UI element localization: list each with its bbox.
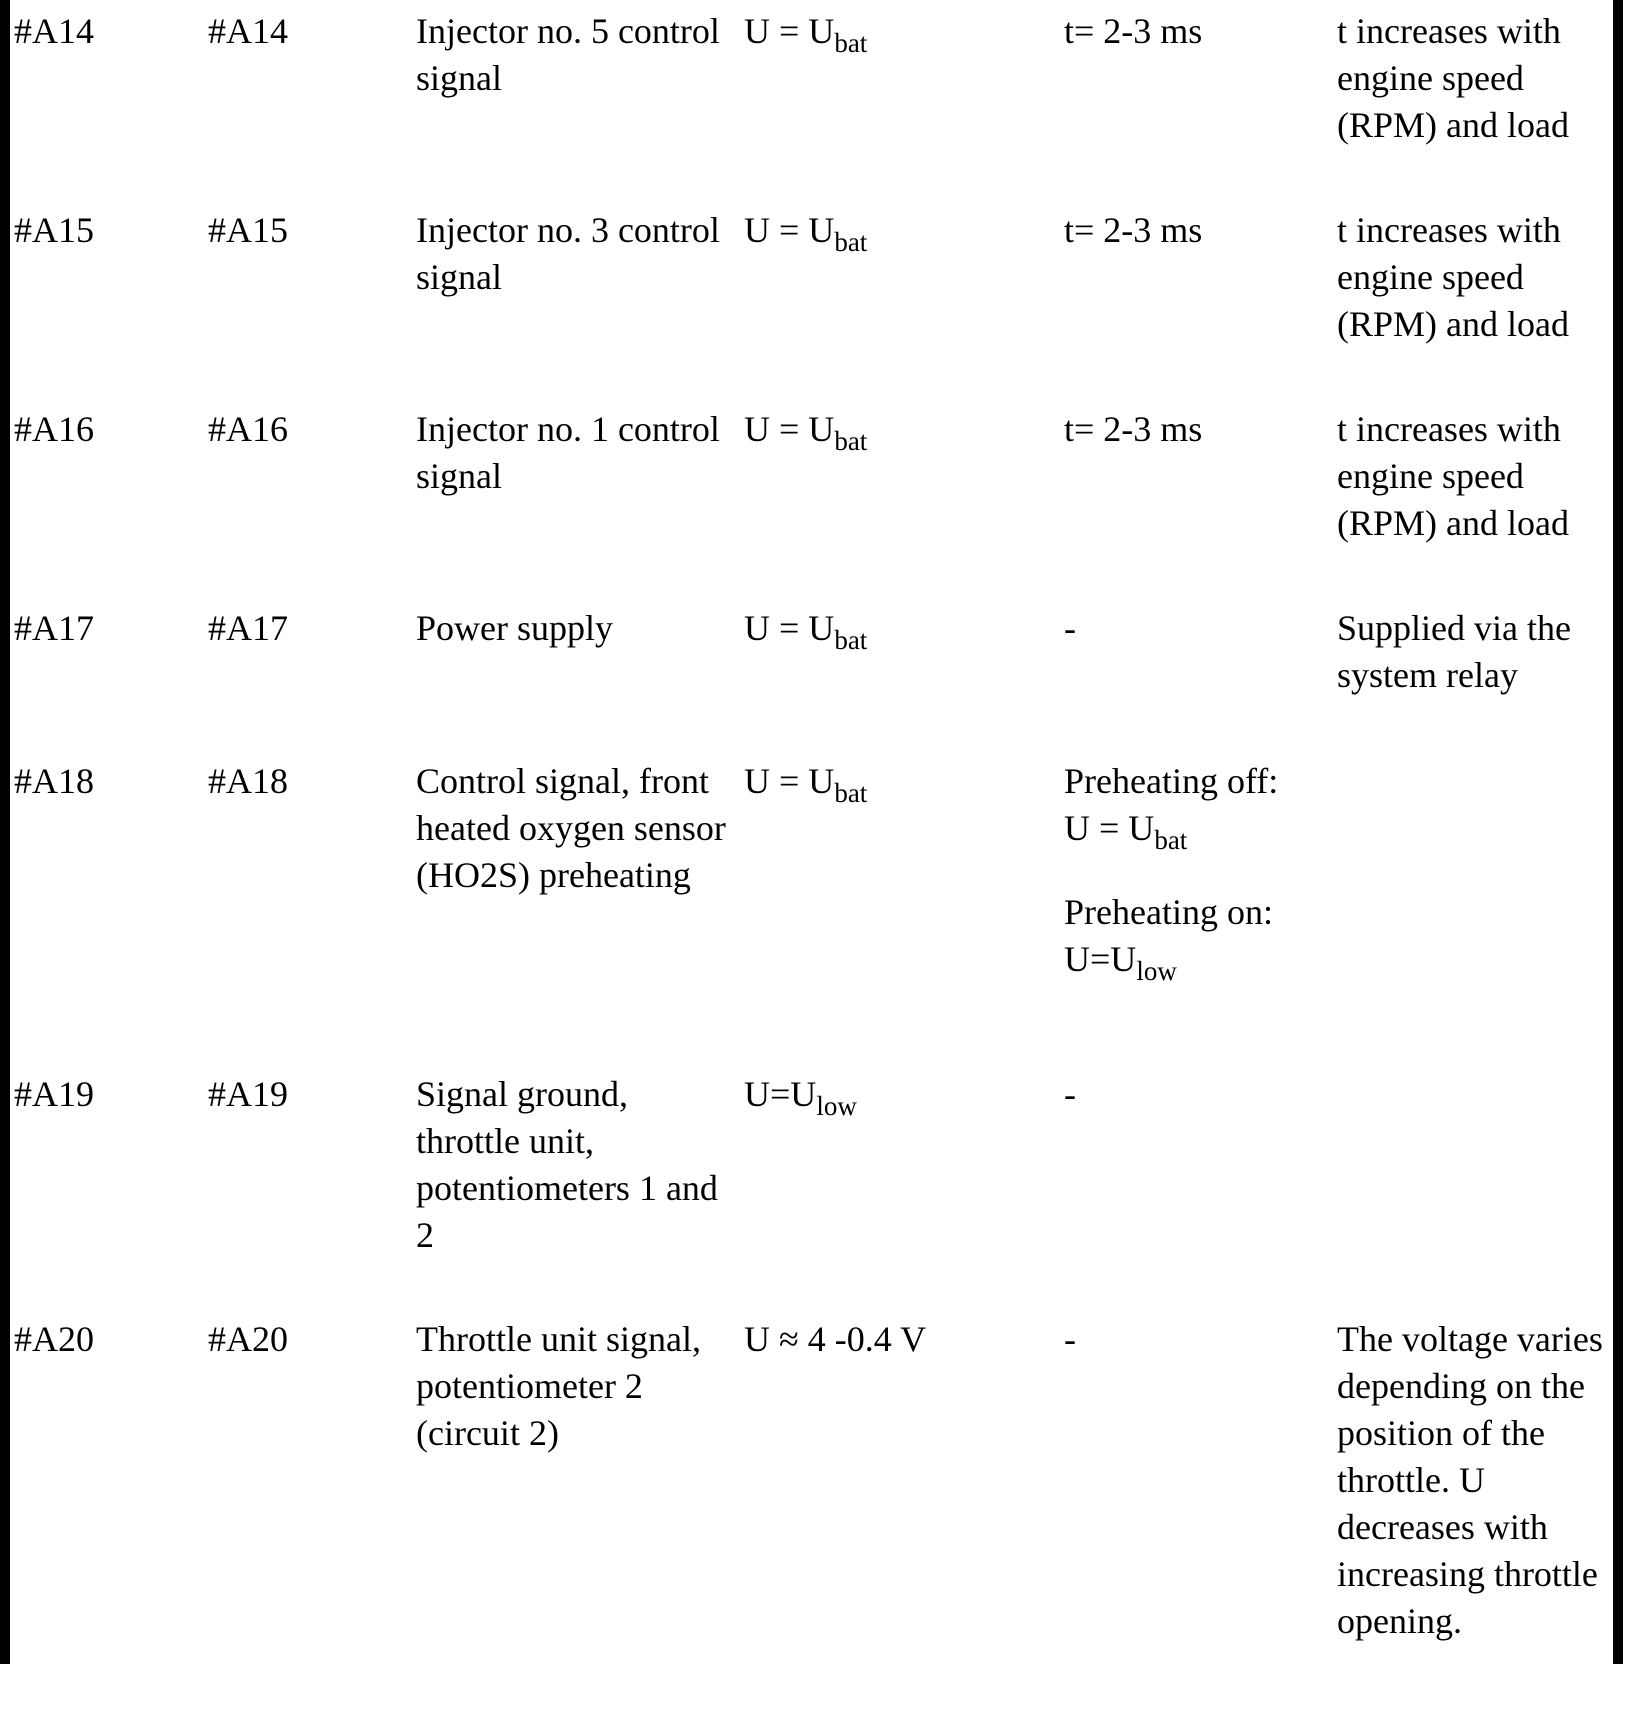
table-row: [10, 750, 1613, 1063]
pin-comment: Supplied via the system relay: [1337, 608, 1571, 695]
pin-id: #A18: [14, 761, 94, 801]
pin-id-alt: #A17: [208, 608, 288, 648]
pin-voltage: $U = U_{bat}$: [744, 210, 868, 257]
pin-id: #A14: [14, 11, 94, 51]
pin-value: -: [1064, 1319, 1076, 1359]
pin-comment: t increases with engine speed (RPM) and load: [1337, 11, 1569, 145]
table-right-border: [1613, 0, 1623, 1664]
pin-id-alt: #A16: [208, 409, 288, 449]
pin-voltage: $U = U_{bat}$: [744, 11, 868, 58]
pin-value: t= 2-3 ms: [1064, 409, 1203, 449]
table-left-border: [0, 0, 10, 1664]
pin-id-alt: #A15: [208, 210, 288, 250]
pin-id-alt: #A18: [208, 761, 288, 801]
pin-id: #A17: [14, 608, 94, 648]
pin-description: Injector no. 3 control signal: [416, 210, 720, 297]
pin-description: Injector no. 1 control signal: [416, 409, 720, 496]
pin-comment: [1333, 1063, 1613, 1308]
pin-id-alt: #A19: [208, 1074, 288, 1114]
pin-value: -: [1064, 1074, 1076, 1114]
value-paragraph-preheating-off: Preheating off: $U = U_{bat}$: [1064, 761, 1279, 855]
pin-description: Throttle unit signal, potentiometer 2 (circuit 2): [416, 1319, 701, 1453]
pin-id: #A15: [14, 210, 94, 250]
table-row: [10, 1063, 1613, 1308]
table-row: [10, 0, 1613, 199]
pin-comment: The voltage varies depending on the position of the throttle. U decreases with increasing throttle opening.: [1337, 1319, 1603, 1641]
pin-description: Injector no. 5 control signal: [416, 11, 720, 98]
pin-description: Power supply: [416, 608, 613, 648]
table-row: [10, 199, 1613, 398]
pin-comment: t increases with engine speed (RPM) and load: [1337, 210, 1569, 344]
table-row: [10, 398, 1613, 597]
value-paragraph-preheating-on: Preheating on: $U=U_{low}$: [1064, 892, 1273, 986]
pin-id: #A19: [14, 1074, 94, 1114]
pin-voltage: $U = U_{bat}$: [744, 761, 868, 808]
pin-description: Control signal, front heated oxygen sensor (HO2S) preheating: [416, 761, 726, 895]
table-row: [10, 597, 1613, 750]
pin-voltage: $U=U_{low}$: [744, 1074, 857, 1121]
table-row: [10, 1308, 1613, 1712]
pin-description: Signal ground, throttle unit, potentiometers 1 and 2: [416, 1074, 718, 1255]
pin-voltage: $U = U_{bat}$: [744, 409, 868, 456]
pin-comment: [1333, 750, 1613, 1063]
pin-voltage: $U = U_{bat}$: [744, 608, 868, 655]
pin-comment: t increases with engine speed (RPM) and load: [1337, 409, 1569, 543]
pin-table: [10, 0, 1613, 1712]
pin-value: [1060, 750, 1333, 1063]
pin-voltage: U ≈ 4 -0.4 V: [744, 1319, 927, 1359]
pin-id-alt: #A14: [208, 11, 288, 51]
pin-value: t= 2-3 ms: [1064, 210, 1203, 250]
pin-id: #A16: [14, 409, 94, 449]
pin-value: -: [1064, 608, 1076, 648]
pin-id: #A20: [14, 1319, 94, 1359]
pin-id-alt: #A20: [208, 1319, 288, 1359]
pin-value: t= 2-3 ms: [1064, 11, 1203, 51]
